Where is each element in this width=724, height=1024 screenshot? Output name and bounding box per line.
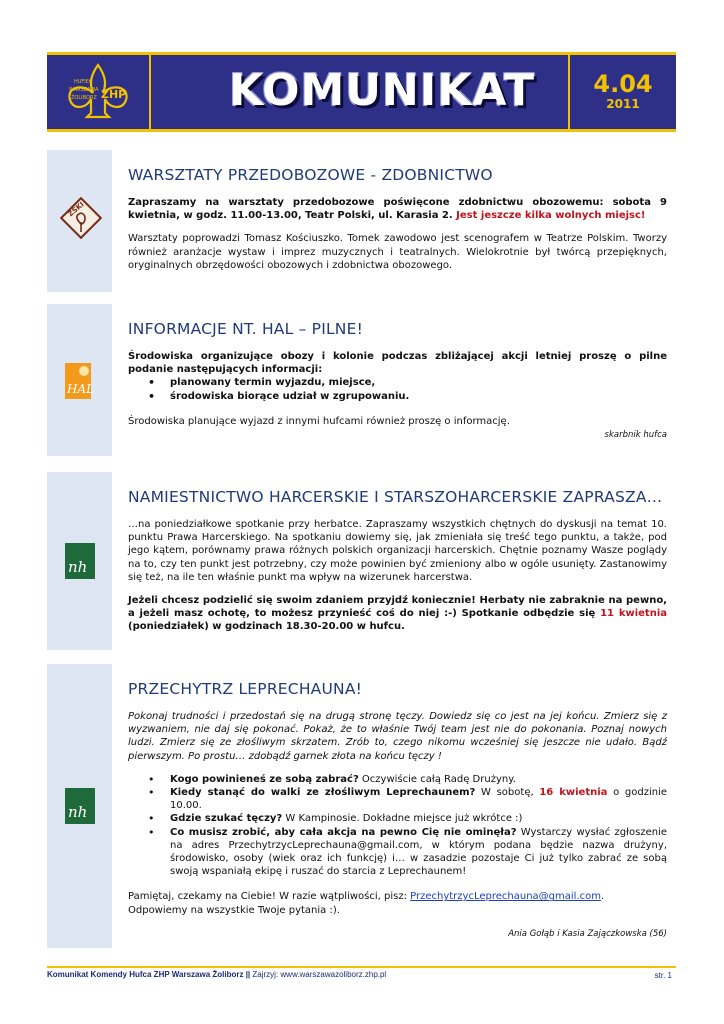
hal-request: Środowiska organizujące obozy i kolonie podczas zbliżającej akcji letniej proszę o pilne podanie następujących informacji: xyxy=(128,351,667,376)
section-leprechaun xyxy=(47,664,676,948)
svg-text:nh: nh xyxy=(68,803,88,821)
workshop-description: Warsztaty poprowadzi Tomasz Kościuszko. Tomek zawodowo jest scenografem w Teatrze Polskim. Tworzy również aranżacje wystaw i imprez muzycznych i teatralnych. Wielokrotnie był twórcą przepięknych, oryginalnych obrzędowości obozowych i zdobnictwa obozowego. xyxy=(128,233,667,271)
issue-date xyxy=(568,55,676,129)
svg-text:HAL: HAL xyxy=(67,382,95,396)
page-footer xyxy=(47,966,676,982)
hufiec-logo xyxy=(47,55,151,129)
footer-title: Komunikat Komendy Hufca ZHP Warszawa Żoliborz || xyxy=(47,970,251,979)
game-date: 16 kwietnia xyxy=(539,787,608,799)
hal-note: Środowiska planujące wyjazd z innymi hufcami również proszę o informację. xyxy=(128,415,510,427)
meeting-invitation: Jeżeli chcesz podzielić się swoim zdaniem przyjdź koniecznie! Herbaty nie zabraknie na pewno, a jeżeli masz ochotę, to możesz przynieść coś do niej :-) Spotkanie odbędzie się 11 kwietnia (poniedziałek) w godzinach 18.30-20.00 w hufcu. xyxy=(128,595,667,633)
nh-logo-icon xyxy=(65,543,95,583)
workshop-announcement: Zapraszamy na warsztaty przedobozowe poświęcone zdobnictwu obozowemu: sobota 9 kwietnia, w godz. 11.00-13.00, Teatr Polski, ul. Karasia 2. Jest jeszcze kilka wolnych miejsc! xyxy=(128,197,667,222)
email-link[interactable]: PrzechytrzycLeprechauna@gmail.com xyxy=(410,891,601,903)
zski-badge-icon xyxy=(59,196,103,244)
svg-text:ZSKI: ZSKI xyxy=(66,200,86,219)
issue-number: 4.04 xyxy=(593,70,653,98)
svg-text:ŻOLIBORZ: ŻOLIBORZ xyxy=(71,95,97,101)
svg-text:WARSZAWA: WARSZAWA xyxy=(69,87,99,93)
game-intro: Pokonaj trudności i przedostań się na drugą stronę tęczy. Dowiedz się co jest na jej końcu. Zmierz się z wyzwaniem, nie daj się pokonać. Pokaż, że to właśnie Twój team jest nie do pokonania. Poznaj nowych ludzi. Zmierz się ze złośliwym skrzatem. Zrób to, czego nikomu wcześniej się jeszcze nie udało. Bądź pierwszym. Po prostu… zdobądź garnek złota na końcu tęczy ! xyxy=(128,711,667,762)
free-places-note: Jest jeszcze kilka wolnych miejsc! xyxy=(456,210,646,222)
list-item: • Kogo powinieneś ze sobą zabrać? Oczywiście całą Radę Drużyny. xyxy=(148,773,667,786)
game-faq-list xyxy=(148,773,667,879)
meeting-description: …na poniedziałkowe spotkanie przy herbatce. Zapraszamy wszystkich chętnych do dyskusji na temat 10. punktu Prawa Harcerskiego. Na spotkaniu dowiemy się, jak zmieniała się treść tego punktu, a także, pod jego kątem, porównamy prawa różnych polskich organizacji harcerskich. Chętnie poznamy Wasze poglądy na to, czy ten punkt jest potrzebny, czy może powinien być zmieniony albo w ogóle usunięty. Zastanowimy się też, na ile ten właśnie punkt ma wpływ na wizerunek harcerstwa. xyxy=(128,519,667,583)
page-header xyxy=(47,52,676,132)
hal-logo-icon xyxy=(65,363,95,403)
section-title: NAMIESTNICTWO HARCERSKIE I STARSZOHARCERSKIE ZAPRASZA… xyxy=(128,488,663,506)
footer-website[interactable]: Zajrzyj: www.warszawazoliborz.zhp.pl xyxy=(250,970,387,979)
list-item: • planowany termin wyjazdu, miejsce, xyxy=(148,376,667,389)
section-hal xyxy=(47,304,676,456)
scout-lily-logo-icon xyxy=(63,61,133,125)
section-title: PRZECHYTRZ LEPRECHAUNA! xyxy=(128,680,363,698)
list-item: • Kiedy stanąć do walki ze złośliwym Leprechaunem? W sobotę, 16 kwietnia o godzinie 10.00. xyxy=(148,786,667,812)
meeting-date: 11 kwietnia xyxy=(600,608,667,620)
list-item: • Gdzie szukać tęczy? W Kampinosie. Dokładne miejsce już wkrótce :) xyxy=(148,812,667,825)
section-warsztaty xyxy=(47,150,676,292)
section-title: WARSZTATY PRZEDOBOZOWE - ZDOBNICTWO xyxy=(128,166,493,184)
signature: skarbnik hufca xyxy=(604,430,667,441)
section-namiestnictwo xyxy=(47,472,676,650)
section-content xyxy=(112,150,676,292)
page-title: KOMUNIKAT xyxy=(229,65,535,116)
signature: Ania Gołąb i Kasia Zajączkowska (56) xyxy=(508,928,667,939)
section-content xyxy=(112,472,676,650)
list-item: • środowiska biorące udział w zgrupowaniu. xyxy=(148,390,667,403)
svg-text:HUFIEC: HUFIEC xyxy=(74,79,93,85)
hal-info-list xyxy=(148,376,667,402)
issue-year: 2011 xyxy=(606,97,640,111)
section-content xyxy=(112,304,676,456)
svg-text:ZHP: ZHP xyxy=(101,88,127,101)
page-number: str. 1 xyxy=(654,971,672,980)
section-content xyxy=(112,664,676,948)
list-item: • Co musisz zrobić, aby cała akcja na pewno Cię nie ominęła? Wystarczy wysłać zgłoszenie na adres PrzechytrzycLeprechauna@gmail.com, w którym podana będzie nazwa drużyny, środowisko, osoby (wiek oraz ich funkcję) i… w zasadzie pozostaje Ci już tylko zabrać ze sobą swoją wspaniałą ekipę i ruszać do starcia z Leprechaunem! xyxy=(148,826,667,879)
nh-logo-icon xyxy=(65,788,95,828)
section-title: INFORMACJE NT. HAL – PILNE! xyxy=(128,320,364,338)
svg-text:nh: nh xyxy=(68,558,88,576)
contact-paragraph: Pamiętaj, czekamy na Ciebie! W razie wątpliwości, pisz: PrzechytrzycLeprechauna@gmail.com. Odpowiemy na wszystkie Twoje pytania :). xyxy=(128,891,605,916)
